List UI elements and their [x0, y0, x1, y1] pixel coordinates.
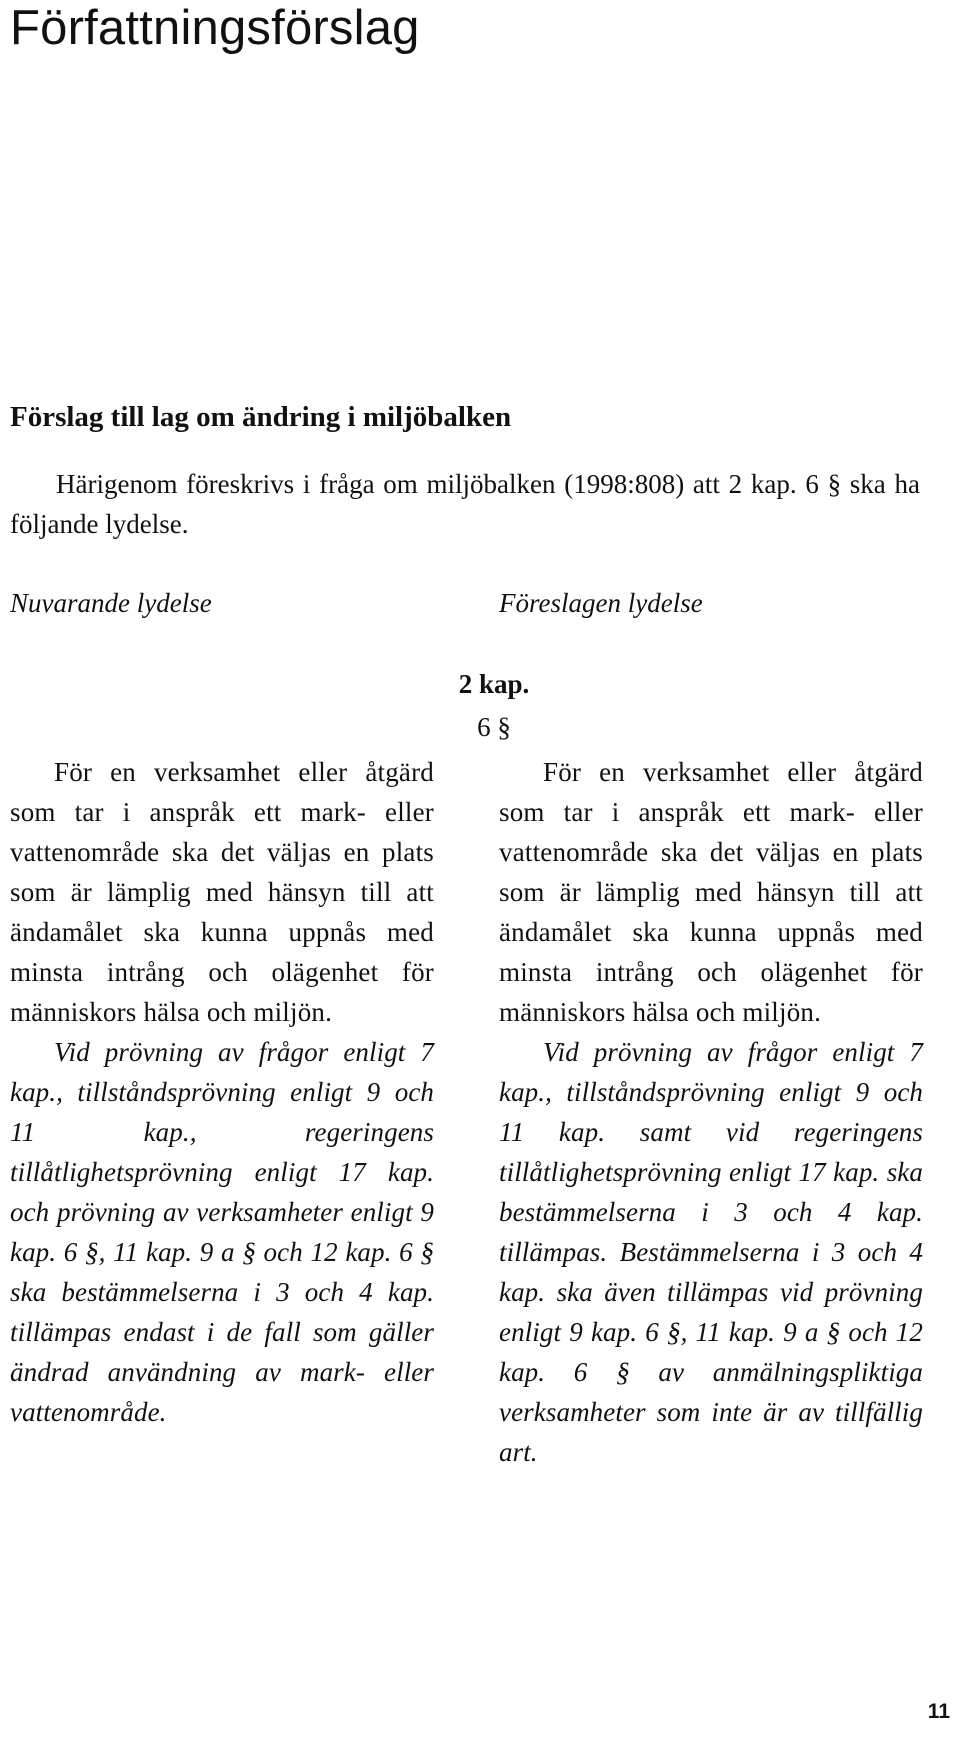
current-paragraph-2: Vid prövning av frågor enligt 7 kap., tillståndsprövning enligt 9 och 11 kap., regeringens tillåtlighetsprövning enligt 17 kap. och prövning av verksamheter enligt 9 kap. 6 §, 11 kap. 9 a § och 12 kap. 6 § ska bestämmelserna i 3 och 4 kap. tillämpas endast i de fall som gäller ändrad användning av mark- eller vattenområde. [10, 1037, 434, 1427]
current-paragraph-1: För en verksamhet eller åtgärd som tar i anspråk ett mark- eller vattenområde ska det väljas en plats som är lämplig med hänsyn till att ändamålet ska kunna uppnås med minsta intrång och olägenhet för människors hälsa och miljön. [10, 757, 434, 1027]
intro-paragraph: Härigenom föreskrivs i fråga om miljöbalken (1998:808) att 2 kap. 6 § ska ha följande lydelse. [10, 469, 920, 539]
proposed-paragraph-2: Vid prövning av frågor enligt 7 kap., tillståndsprövning enligt 9 och 11 kap. samt vid regeringens tillåtlighetsprövning enligt 17 kap. ska bestämmelserna i 3 och 4 kap. tillämpas. Bestämmelserna i 3 och 4 kap. ska även tillämpas vid prövning enligt 9 kap. 6 §, 11 kap. 9 a § och 12 kap. 6 § av anmälningspliktiga verksamheter som inte är av tillfällig art. [499, 1037, 923, 1467]
current-version-header: Nuvarande lydelse [10, 588, 212, 618]
proposed-version-header: Föreslagen lydelse [499, 588, 703, 618]
current-version-column [10, 752, 434, 1432]
proposed-version-column [499, 752, 923, 1472]
proposed-paragraph-1: För en verksamhet eller åtgärd som tar i anspråk ett mark- eller vattenområde ska det väljas en plats som är lämplig med hänsyn till att ändamålet ska kunna uppnås med minsta intrång och olägenhet för människors hälsa och miljön. [499, 757, 923, 1027]
chapter-number: 2 kap. [458, 669, 530, 699]
page-title: Författningsförslag [10, 1, 420, 55]
law-heading: Förslag till lag om ändring i miljöbalken [10, 401, 512, 433]
page-number: 11 [927, 1700, 950, 1723]
section-number: 6 § [477, 712, 511, 742]
